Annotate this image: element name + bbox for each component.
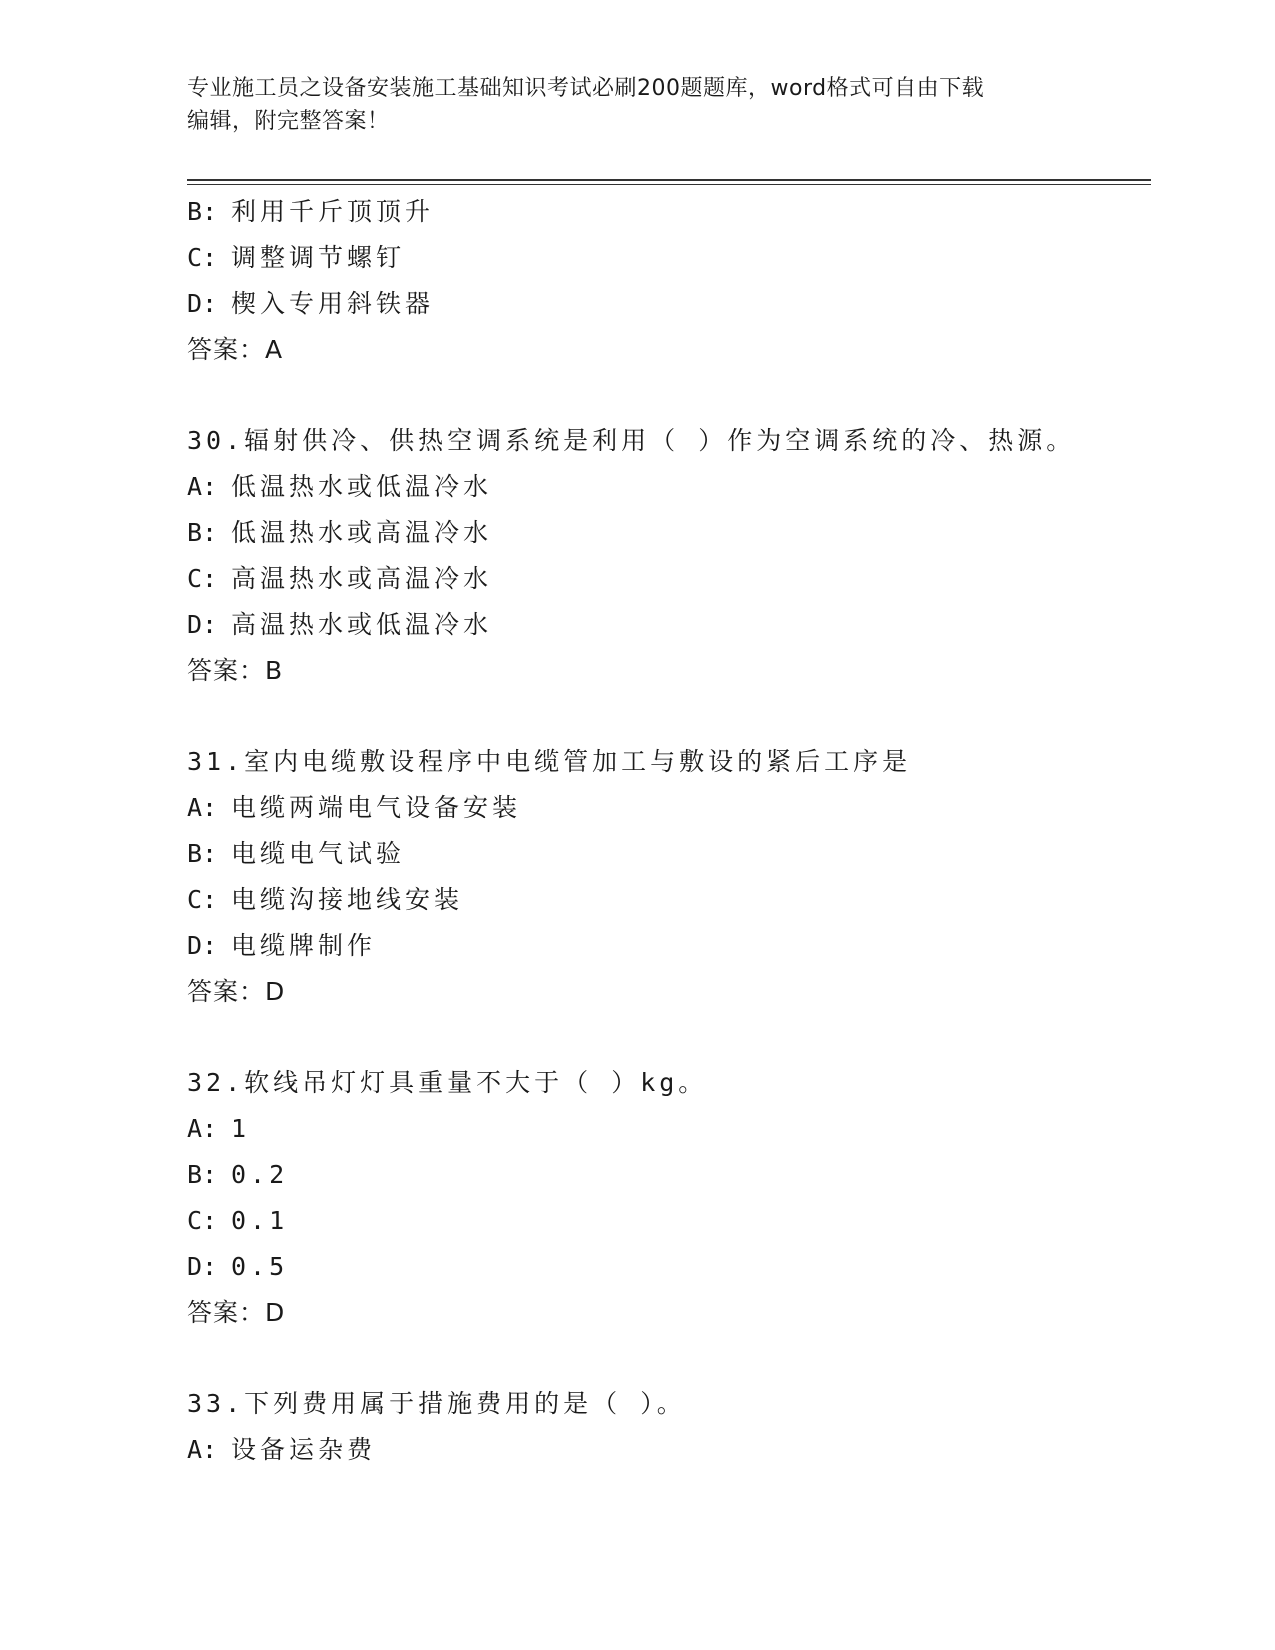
- option-key: B:: [187, 197, 218, 226]
- question-stem: 31.室内电缆敷设程序中电缆管加工与敷设的紧后工序是: [187, 747, 912, 776]
- header-divider-thin: [187, 184, 1151, 185]
- option-key: B:: [187, 518, 218, 547]
- option-key: C:: [187, 885, 218, 914]
- option-row: [187, 1198, 1147, 1244]
- option-key: C:: [187, 243, 218, 272]
- option-row: [187, 1427, 1147, 1473]
- option-text: 低温热水或高温冷水: [231, 518, 493, 547]
- question-list: [187, 189, 1147, 1473]
- option-text: 0.5: [231, 1252, 289, 1281]
- option-key: A:: [187, 1435, 218, 1464]
- answer-line: 答案：A: [187, 335, 284, 364]
- answer-line: 答案：B: [187, 656, 284, 685]
- answer-line: 答案：D: [187, 1298, 286, 1327]
- option-text: 利用千斤顶顶升: [231, 197, 435, 226]
- question-block-continued: [187, 189, 1147, 373]
- option-key: C:: [187, 1206, 218, 1235]
- option-key: A:: [187, 1114, 218, 1143]
- option-row: [187, 235, 1147, 281]
- option-text: 低温热水或低温冷水: [231, 472, 493, 501]
- spacer: [187, 1015, 1147, 1060]
- option-text: 0.1: [231, 1206, 289, 1235]
- option-row: [187, 831, 1147, 877]
- option-key: D:: [187, 1252, 218, 1281]
- option-text: 电缆电气试验: [231, 839, 406, 868]
- question-block-32: [187, 1060, 1147, 1336]
- option-row: [187, 189, 1147, 235]
- option-text: 楔入专用斜铁器: [231, 289, 435, 318]
- option-text: 设备运杂费: [231, 1435, 377, 1464]
- option-text: 0.2: [231, 1160, 289, 1189]
- spacer: [187, 694, 1147, 739]
- question-block-33: [187, 1381, 1147, 1473]
- spacer: [187, 1336, 1147, 1381]
- option-row: [187, 556, 1147, 602]
- option-text: 高温热水或高温冷水: [231, 564, 493, 593]
- option-text: 调整调节螺钉: [231, 243, 406, 272]
- question-stem: 32.软线吊灯灯具重量不大于（ ）kg。: [187, 1068, 708, 1097]
- header-title-line-1: 专业施工员之设备安装施工基础知识考试必刷200题题库，word格式可自由下载: [187, 76, 985, 101]
- question-block-30: [187, 418, 1147, 694]
- option-key: D:: [187, 610, 218, 639]
- option-row: [187, 1152, 1147, 1198]
- option-key: B:: [187, 1160, 218, 1189]
- option-key: D:: [187, 289, 218, 318]
- spacer: [187, 373, 1147, 418]
- option-row: [187, 510, 1147, 556]
- question-block-31: [187, 739, 1147, 1015]
- option-row: [187, 1244, 1147, 1290]
- document-header: [187, 72, 1067, 138]
- option-text: 电缆两端电气设备安装: [231, 793, 522, 822]
- option-row: [187, 464, 1147, 510]
- question-stem: 33.下列费用属于措施费用的是（ ）。: [187, 1389, 686, 1418]
- option-row: [187, 877, 1147, 923]
- option-text: 高温热水或低温冷水: [231, 610, 493, 639]
- header-divider-thick: [187, 179, 1151, 181]
- option-text: 1: [231, 1114, 251, 1143]
- option-row: [187, 923, 1147, 969]
- header-title-line-2: 编辑，附完整答案！: [187, 109, 390, 134]
- option-row: [187, 281, 1147, 327]
- option-row: [187, 1106, 1147, 1152]
- option-key: A:: [187, 472, 218, 501]
- question-stem: 30.辐射供冷、供热空调系统是利用（ ）作为空调系统的冷、热源。: [187, 426, 1076, 455]
- option-row: [187, 602, 1147, 648]
- option-key: D:: [187, 931, 218, 960]
- option-key: B:: [187, 839, 218, 868]
- answer-line: 答案：D: [187, 977, 286, 1006]
- option-text: 电缆牌制作: [231, 931, 377, 960]
- option-key: C:: [187, 564, 218, 593]
- option-key: A:: [187, 793, 218, 822]
- option-text: 电缆沟接地线安装: [231, 885, 464, 914]
- option-row: [187, 785, 1147, 831]
